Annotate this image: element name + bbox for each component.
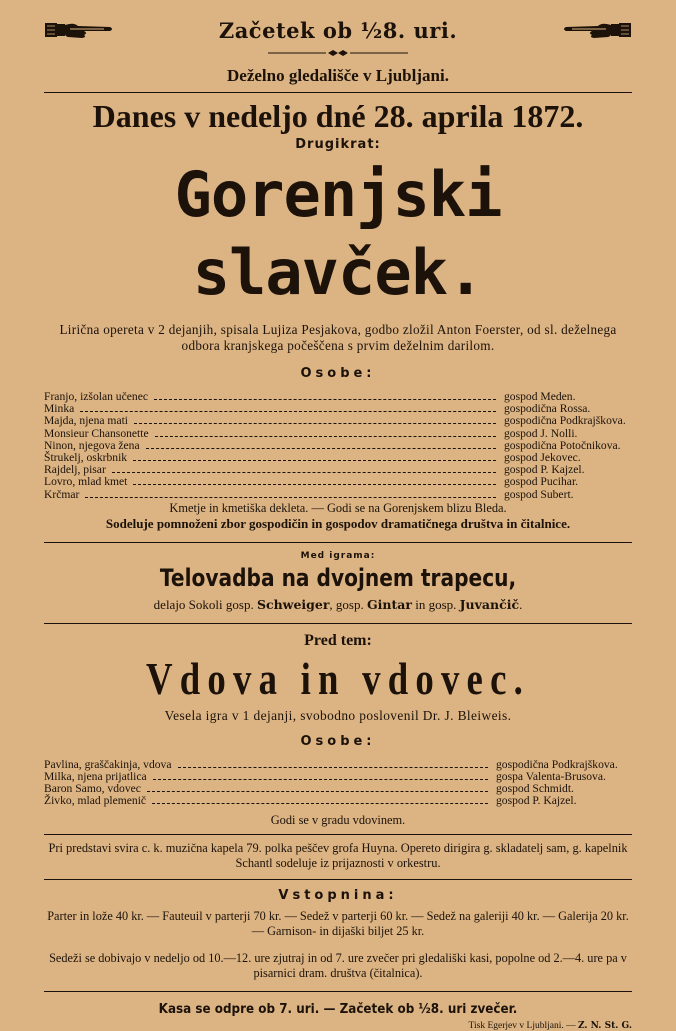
ornament-divider-icon [268, 48, 408, 58]
printer-line [44, 1021, 632, 1031]
cast-role: Živko, mlad plemenič [44, 794, 147, 808]
cast-actor: gospod J. Nolli. [504, 426, 578, 440]
cast-row [44, 476, 632, 488]
cast-leader [80, 411, 496, 412]
interlude-title: Telovadba na dvojnem trapecu, [159, 563, 517, 592]
cast-actor: gospod Pucihar. [504, 475, 579, 489]
cast-role: Milka, njena prijatlica [44, 769, 147, 783]
play1-cast-heading: Osobe: [300, 366, 376, 381]
divider [44, 623, 632, 624]
seat-sales-note: Sedeži se dobivajo v nedeljo od 10.—12. ure zjutraj in od 7. ure zvečer pri gledališki kasi, popolne od 2.—4. ure pa v pisarnici dram. društva (čitalnica). [49, 951, 627, 981]
pointing-hand-right-icon [44, 19, 114, 41]
performers-end: . [519, 596, 523, 612]
cast-actor: gospod P. Kajzel. [504, 463, 585, 477]
cast-actor: gospod P. Kajzel. [496, 794, 577, 808]
start-time-title: Začetek ob ½8. uri. [218, 17, 458, 43]
play2-subtitle: Vesela igra v 1 dejanji, svobodno poslovenil Dr. J. Bleiweis. [164, 707, 512, 723]
cast-role: Ninon, njegova žena [44, 438, 140, 452]
divider [44, 834, 632, 835]
cast-actor: gospod Meden. [504, 390, 576, 403]
performer-name: Schweiger [256, 596, 330, 612]
cast-leader [112, 472, 496, 473]
performer-name: Juvančič [459, 596, 520, 612]
play2-heading: Pred tem: [304, 631, 372, 649]
drugikrat-label: Drugikrat: [295, 137, 381, 152]
divider [44, 991, 632, 992]
interlude-heading: Med igrama: [300, 550, 376, 561]
play1-setting: Kmetje in kmetiška dekleta. — Godi se na Gorenjskem blizu Bleda. [169, 500, 507, 515]
play1-description: Lirična opereta v 2 dejanjih, spisala Lujiza Pesjakova, godbo zložil Anton Foerster, od sl. deželnega odbora kranjskega počeščena s prvim deželnim darilom. [59, 322, 617, 353]
cast-role: Monsieur Chansonette [44, 426, 149, 440]
printer-name: Tisk Egerjev v Ljubljani. — [468, 1021, 576, 1031]
performers-sep: , gosp. [329, 596, 364, 612]
performers-sep: in gosp. [415, 596, 457, 612]
divider [44, 542, 632, 543]
cast-role: Baron Samo, vdovec [44, 782, 141, 796]
printer-mark: Z. N. St. G. [577, 1021, 632, 1031]
cast-actor: gospod Jekovec. [504, 450, 581, 464]
cast-role: Lovro, mlad kmet [44, 475, 128, 489]
cast-leader [146, 448, 496, 449]
box-office-note: Kasa se odpre ob 7. uri. — Začetek ob ½8. uri zvečer. [158, 1002, 518, 1018]
cast-leader [153, 779, 488, 780]
cast-actor: gospod Subert. [504, 487, 574, 501]
cast-row [44, 489, 632, 501]
start-time-header [44, 0, 632, 46]
cast-actor: gospodična Potočnikova. [504, 438, 621, 452]
cast-leader [178, 767, 489, 768]
performer-name: Gintar [366, 596, 412, 612]
cast-leader [155, 436, 496, 437]
cast-role: Štrukelj, oskrbnik [44, 450, 128, 464]
play2-setting: Godi se v gradu vdovinem. [270, 813, 406, 828]
cast-actor: gospodična Podkrajškova. [504, 414, 626, 428]
cast-actor: gospod Schmidt. [496, 782, 574, 796]
play1-chorus-note: Sodeluje pomnoženi zbor gospodičin in gospodov dramatičnega društva in čitalnice. [105, 515, 571, 531]
interlude-performers [44, 597, 632, 613]
cast-actor: gospodična Podkrajškova. [496, 757, 618, 771]
play2-cast-list [44, 759, 632, 808]
performers-prefix: delajo Sokoli gosp. [153, 596, 254, 612]
cast-leader [154, 399, 496, 400]
cast-leader [133, 484, 496, 485]
cast-leader [147, 791, 488, 792]
cast-role: Krčmar [44, 487, 80, 501]
cast-role: Rajdelj, pisar [44, 463, 106, 477]
performance-date: Danes v nedeljo dné 28. aprila 1872. [92, 98, 584, 134]
cast-row [44, 795, 632, 807]
orchestra-note: Pri predstavi svira c. k. muzična kapela 79. polka peščev grofa Huyna. Opereto dirigira g. skladatelj sam, g. kapelnik Schantl sodeluje iz prijaznosti v orkestru. [48, 841, 628, 871]
play1-title: Gorenjski slavček. [174, 158, 502, 309]
theatre-name: Deželno gledališče v Ljubljani. [227, 66, 449, 85]
play2-cast-heading: Osobe: [300, 733, 376, 749]
cast-leader [134, 423, 496, 424]
cast-actor: gospa Valenta-Brusova. [496, 769, 606, 783]
admission-heading: Vstopnina: [278, 888, 398, 904]
play1-cast-list [44, 391, 632, 501]
pointing-hand-left-icon [562, 19, 632, 41]
cast-role: Majda, njena mati [44, 414, 129, 428]
divider [44, 92, 632, 93]
cast-leader [85, 497, 496, 498]
divider [44, 879, 632, 880]
cast-actor: gospodična Rossa. [504, 402, 591, 416]
cast-leader [133, 460, 496, 461]
admission-prices: Parter in lože 40 kr. — Fauteuil v parterji 70 kr. — Sedež v parterji 60 kr. — Sedež na galeriji 40 kr. — Galerija 20 kr. — Garnison- in dijaški biljet 25 kr. [47, 909, 629, 939]
cast-role: Minka [44, 402, 75, 416]
cast-role: Franjo, izšolan učenec [44, 390, 148, 403]
cast-leader [152, 803, 488, 804]
cast-row [44, 415, 632, 427]
cast-role: Pavlina, graščakinja, vdova [44, 757, 172, 771]
play2-title: Vdova in vdovec. [145, 652, 531, 704]
cast-row [44, 428, 632, 440]
